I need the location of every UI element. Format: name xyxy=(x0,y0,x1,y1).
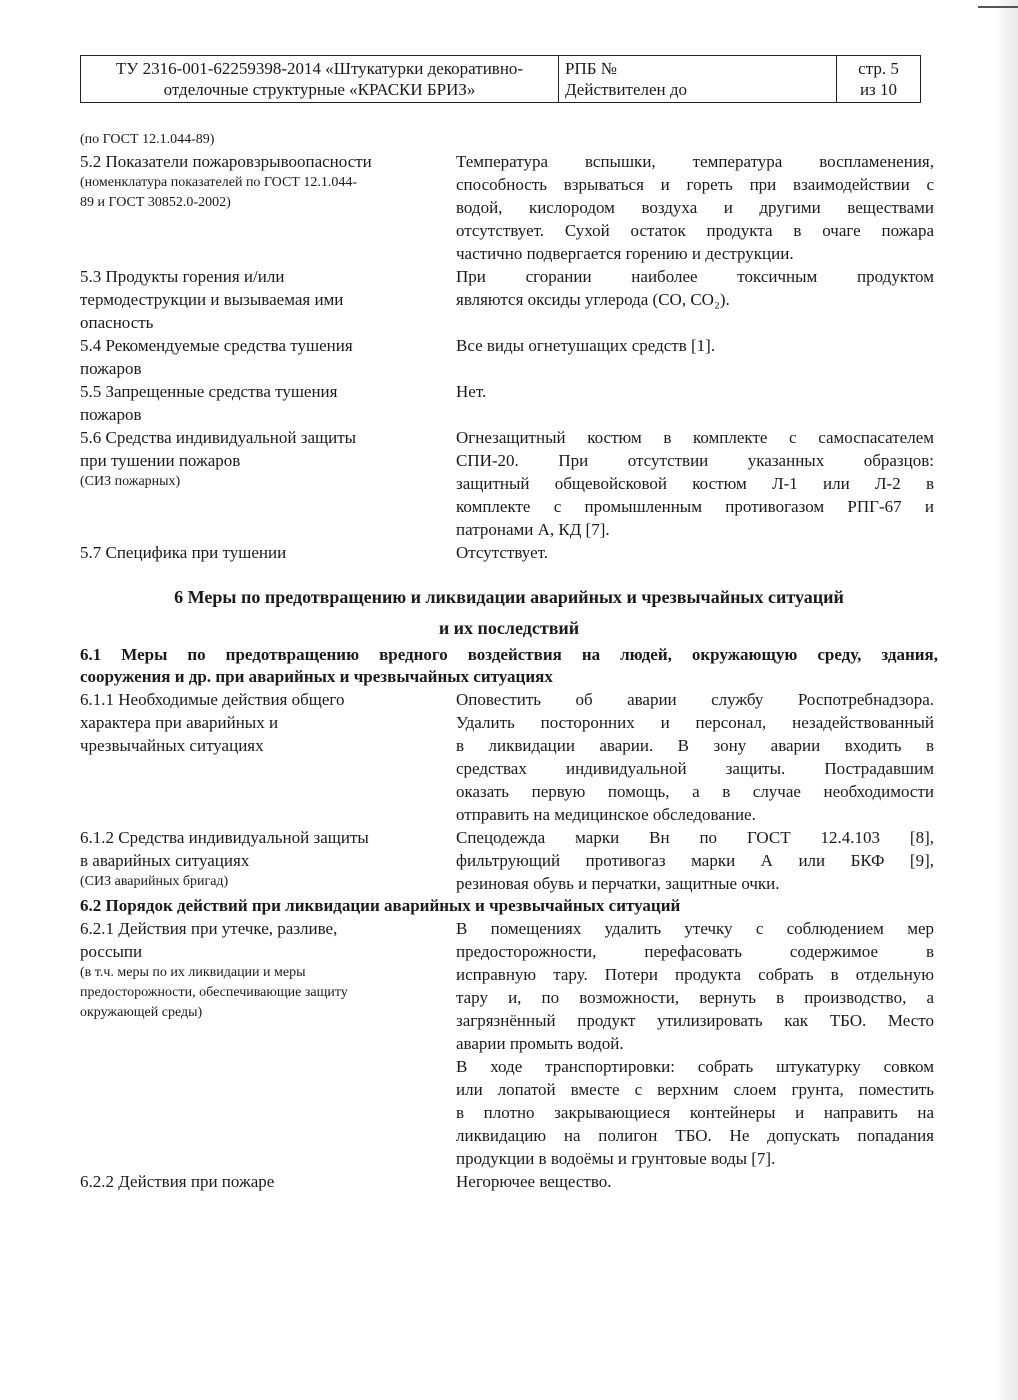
row-value-line: В помещениях удалить утечку с соблюдением мер xyxy=(456,919,934,938)
row-value-line: частично подвергается горению и деструкции. xyxy=(456,244,794,263)
header-valid-label: Действителен до xyxy=(565,80,688,99)
row-value-line: комплекте с промышленным противогазом РПГ-67 и xyxy=(456,497,934,516)
row-title-line: чрезвычайных ситуациях xyxy=(80,736,264,755)
table-row xyxy=(80,380,938,426)
document-body xyxy=(80,130,938,1193)
row-value-line: аварии промыть водой. xyxy=(456,1034,624,1053)
row-value-line: исправную тару. Потери продукта собрать в отдельную xyxy=(456,965,934,984)
row-value-line: в плотно закрывающиеся контейнеры и направить на xyxy=(456,1103,934,1122)
row-title-line: 6.2.2 Действия при пожаре xyxy=(80,1172,275,1191)
row-value-line: средствах индивидуальной защиты. Пострадавшим xyxy=(456,759,934,778)
row-note-line: 89 и ГОСТ 30852.0-2002) xyxy=(80,195,231,210)
subsection-6-1-heading xyxy=(80,644,938,688)
row-note-line: (СИЗ аварийных бригад) xyxy=(80,874,229,889)
table-row xyxy=(80,541,938,564)
row-value-line: являются оксиды углерода (СО, СО₂). xyxy=(456,290,730,309)
section6-heading-line: и их последствий xyxy=(438,618,580,638)
row-value-line: СПИ-20. При отсутствии указанных образцов: xyxy=(456,451,934,470)
row-title-line: 5.4 Рекомендуемые средства тушения xyxy=(80,336,353,355)
row-value-line: или лопатой вместе с верхним слоем грунта, поместить xyxy=(456,1080,934,1099)
row-value-line: тару и, по возможности, вернуть в производство, а xyxy=(456,988,934,1007)
row-value-line: предосторожности, перефасовать содержимое в xyxy=(456,942,934,961)
header-doc-title xyxy=(81,56,559,102)
row-value-line: патронами А, КД [7]. xyxy=(456,520,610,539)
row-value-line: Оповестить об аварии службу Роспотребнадзора. xyxy=(456,690,934,709)
row-label xyxy=(80,150,456,265)
row-title-line: 6.1.1 Необходимые действия общего xyxy=(80,690,345,709)
row-label xyxy=(80,1170,456,1193)
document-header xyxy=(80,55,921,103)
subsection-6-2-table xyxy=(80,917,938,1193)
row-value-line: отправить на медицинское обследование. xyxy=(456,805,756,824)
row-value-line: защитный общевойсковой костюм Л-1 или Л-2 в xyxy=(456,474,934,493)
row-value-line: отсутствует. Сухой остаток продукта в очаге пожара xyxy=(456,221,934,240)
row-value-line: Негорючее вещество. xyxy=(456,1172,612,1191)
section6-heading xyxy=(80,582,938,644)
row-value xyxy=(456,688,934,826)
table-row xyxy=(80,426,938,541)
row-label xyxy=(80,380,456,426)
row-title-line: характера при аварийных и xyxy=(80,713,279,732)
row-value xyxy=(456,150,934,265)
table-row xyxy=(80,688,938,826)
row-label xyxy=(80,265,456,334)
scan-edge xyxy=(996,0,1018,1400)
row-value-line: При сгорании наиболее токсичным продуктом xyxy=(456,267,934,286)
row-title-line: 5.2 Показатели пожаровзрывоопасности xyxy=(80,152,372,171)
row-value xyxy=(456,265,934,334)
row-note-line: (СИЗ пожарных) xyxy=(80,474,181,489)
row-label xyxy=(80,541,456,564)
section5-table xyxy=(80,150,938,564)
row-label xyxy=(80,426,456,541)
row-value xyxy=(456,380,934,426)
row-value xyxy=(456,826,934,895)
row-value-line: резиновая обувь и перчатки, защитные очки. xyxy=(456,874,780,893)
row-value-line: Все виды огнетушащих средств [1]. xyxy=(456,336,716,355)
row-value-line: фильтрующий противогаз марки А или БКФ [9], xyxy=(456,851,934,870)
row-note-line: окружающей среды) xyxy=(80,1005,203,1020)
subsection-6-1-heading-line: 6.1 Меры по предотвращению вредного воздействия на людей, окружающую среду, здания, xyxy=(80,645,938,664)
row-note-line: (номенклатура показателей по ГОСТ 12.1.044- xyxy=(80,175,358,190)
row-value xyxy=(456,334,934,380)
row-title-line: россыпи xyxy=(80,942,143,961)
header-doc-line: отделочные структурные «КРАСКИ БРИЗ» xyxy=(163,80,476,99)
header-page-total: из 10 xyxy=(859,80,898,99)
row-value-line: в ликвидации аварии. В зону аварии входить в xyxy=(456,736,934,755)
row-value-line: загрязнённый продукт утилизировать как ТБО. Место xyxy=(456,1011,934,1030)
table-row xyxy=(80,265,938,334)
row-value xyxy=(456,426,934,541)
row-title-line: опасность xyxy=(80,313,154,332)
header-rpb-label: РПБ № xyxy=(565,59,617,78)
row-label xyxy=(80,826,456,895)
header-doc-line: ТУ 2316-001-62259398-2014 «Штукатурки декоративно- xyxy=(115,59,524,78)
row-value-line: продукции в водоёмы и грунтовые воды [7]. xyxy=(456,1149,776,1168)
section5-note-top: (по ГОСТ 12.1.044-89) xyxy=(80,132,215,147)
subsection-6-1-table xyxy=(80,688,938,895)
table-row xyxy=(80,1170,938,1193)
row-title-line: 5.3 Продукты горения и/или xyxy=(80,267,285,286)
row-value-line: Огнезащитный костюм в комплекте с самоспасателем xyxy=(456,428,934,447)
row-value-line: Спецодежда марки Вн по ГОСТ 12.4.103 [8], xyxy=(456,828,934,847)
header-rpb xyxy=(559,56,837,102)
row-title-line: пожаров xyxy=(80,405,142,424)
row-value-line: способность взрываться и гореть при взаимодействии с xyxy=(456,175,934,194)
row-label xyxy=(80,917,456,1170)
row-value-line: Удалить посторонних и персонал, незадействованный xyxy=(456,713,934,732)
scan-mark xyxy=(978,6,1018,8)
row-note-line: (в т.ч. меры по их ликвидации и меры xyxy=(80,965,306,980)
table-row xyxy=(80,150,938,265)
row-title-line: в аварийных ситуациях xyxy=(80,851,250,870)
header-page-label: стр. 5 xyxy=(858,59,899,78)
row-title-line: 5.7 Специфика при тушении xyxy=(80,543,287,562)
subsection-6-1-heading-line: сооружения и др. при аварийных и чрезвычайных ситуациях xyxy=(80,667,553,686)
row-title-line: 6.2.1 Действия при утечке, разливе, xyxy=(80,919,338,938)
row-value xyxy=(456,1170,934,1193)
row-value-line: Отсутствует. xyxy=(456,543,549,562)
table-row xyxy=(80,826,938,895)
row-title-line: термодеструкции и вызываемая ими xyxy=(80,290,344,309)
row-title-line: 5.6 Средства индивидуальной защиты xyxy=(80,428,357,447)
row-value-line: Температура вспышки, температура воспламенения, xyxy=(456,152,934,171)
section6-heading-line: 6 Меры по предотвращению и ликвидации аварийных и чрезвычайных ситуаций xyxy=(174,587,844,607)
row-title-line: 5.5 Запрещенные средства тушения xyxy=(80,382,338,401)
row-value-line: ликвидацию на полигон ТБО. Не допускать попадания xyxy=(456,1126,934,1145)
subsection-6-2-heading: 6.2 Порядок действий при ликвидации аварийных и чрезвычайных ситуаций xyxy=(80,896,681,915)
row-value-line: оказать первую помощь, а в случае необходимости xyxy=(456,782,934,801)
row-title-line: 6.1.2 Средства индивидуальной защиты xyxy=(80,828,369,847)
row-value-line: В ходе транспортировки: собрать штукатурку совком xyxy=(456,1057,934,1076)
row-label xyxy=(80,334,456,380)
row-title-line: при тушении пожаров xyxy=(80,451,241,470)
row-note-line: предосторожности, обеспечивающие защиту xyxy=(80,985,348,1000)
row-value-line: Нет. xyxy=(456,382,487,401)
row-label xyxy=(80,688,456,826)
row-value-line: водой, кислородом воздуха и другими веществами xyxy=(456,198,934,217)
row-value xyxy=(456,541,934,564)
header-page-number xyxy=(837,56,920,102)
row-value xyxy=(456,917,934,1170)
row-title-line: пожаров xyxy=(80,359,142,378)
table-row xyxy=(80,334,938,380)
table-row xyxy=(80,917,938,1170)
